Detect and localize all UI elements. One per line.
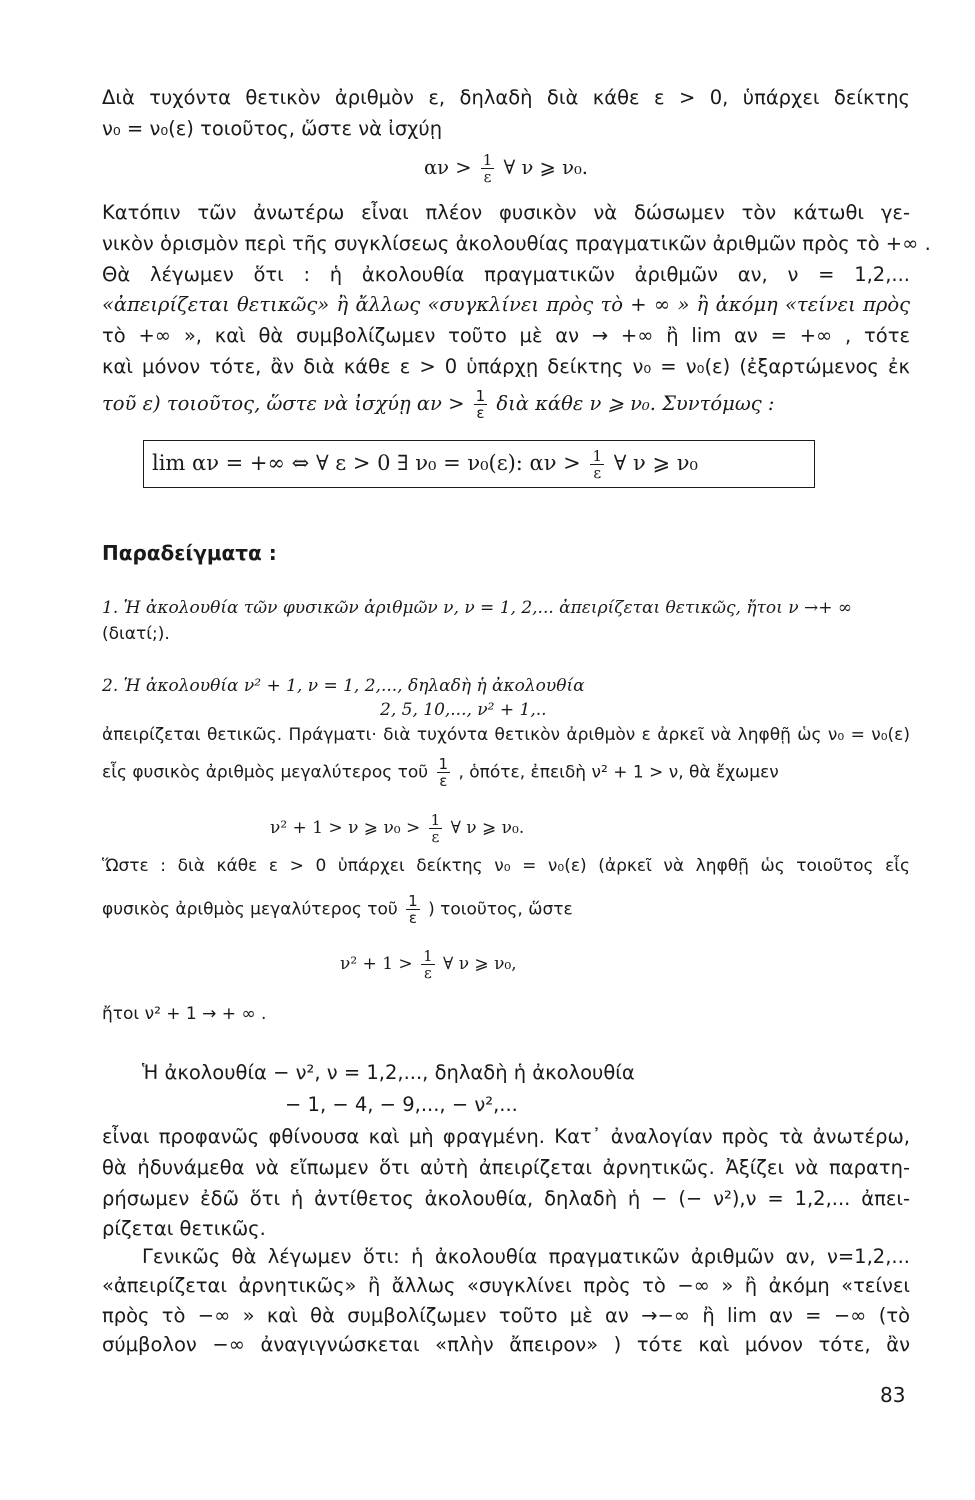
fraction-numerator: 1 xyxy=(408,892,418,910)
text-line: ν₀ = ν₀(ε) τοιοῦτος, ὥστε νὰ ἰσχύῃ xyxy=(102,117,443,140)
text-fragment: ) τοιοῦτος, ὥστε xyxy=(428,899,573,920)
math-line xyxy=(270,812,770,845)
fraction-denominator: ε xyxy=(423,964,432,982)
text-line xyxy=(102,388,910,421)
fraction-denominator: ε xyxy=(593,464,602,482)
example-line: (διατί;). xyxy=(102,624,170,644)
text-line: πρὸς τὸ −∞ » καὶ θὰ συμβολίζωμεν τοῦτο μὲ αν →−∞ ἢ lim αν = −∞ (τὸ xyxy=(102,1304,910,1327)
math-expression: ν² + 1 > ν ⩾ ν₀ > xyxy=(270,818,421,838)
text-line: ρίζεται θετικῶς. xyxy=(102,1217,266,1240)
text-line: «ἀπειρίζεται θετικῶς» ἢ ἄλλως «συγκλίνει πρὸς τὸ + ∞ » ἢ ἀκόμη «τείνει πρὸς xyxy=(102,293,910,316)
example-line: 2, 5, 10,..., ν² + 1,.. xyxy=(380,700,547,720)
fraction xyxy=(406,893,420,926)
math-expression: ∀ ν ⩾ ν₀ xyxy=(613,451,698,475)
fraction-denominator: ε xyxy=(439,772,448,790)
fraction-denominator: ε xyxy=(408,909,417,927)
fraction-numerator: 1 xyxy=(592,447,603,465)
fraction-numerator: 1 xyxy=(482,151,493,169)
text-fragment: τοῦ ε) τοιοῦτος, ὥστε νὰ ἰσχύῃ αν > xyxy=(102,392,465,415)
text-line: εἶναι προφανῶς φθίνουσα καὶ μὴ φραγμένη. Κατ᾽ ἀναλογίαν πρὸς τὰ ἀνωτέρω, xyxy=(102,1125,910,1148)
example-line: Ὥστε : διὰ κάθε ε > 0 ὑπάρχει δείκτης ν₀ = ν₀(ε) (ἀρκεῖ νὰ ληφθῇ ὡς τοιοῦτος εἷς xyxy=(102,856,910,876)
fraction xyxy=(590,448,604,481)
fraction-numerator: 1 xyxy=(475,387,486,405)
section-heading: Παραδείγματα : xyxy=(102,541,277,565)
example-line xyxy=(102,756,910,789)
math-expression: ∀ ν ⩾ ν₀, xyxy=(443,954,517,974)
math-expression: lim αν = +∞ ⇔ ∀ ε > 0 ∃ ν₀ = ν₀(ε): αν > xyxy=(152,451,581,475)
definition-formula xyxy=(152,446,802,481)
text-line: θὰ ἠδυνάμεθα νὰ εἴπωμεν ὅτι αὐτὴ ἀπειρίζεται ἀρνητικῶς. Ἀξίζει νὰ παρατη- xyxy=(102,1156,910,1179)
math-line xyxy=(102,152,910,185)
math-expression: αν > xyxy=(424,156,472,179)
fraction-denominator: ε xyxy=(483,168,492,186)
math-expression: ν² + 1 > xyxy=(340,954,413,974)
fraction xyxy=(474,388,488,421)
math-expression: ∀ ν ⩾ ν₀. xyxy=(450,818,525,838)
example-line: 2. Ἡ ἀκολουθία ν² + 1, ν = 1, 2,..., δηλαδὴ ἡ ἀκολουθία xyxy=(102,676,585,696)
text-fragment: διὰ κάθε ν ⩾ ν₀. Συντόμως : xyxy=(496,392,775,415)
text-line: νικὸν ὁρισμὸν περὶ τῆς συγκλίσεως ἀκολουθίας πραγματικῶν ἀριθμῶν πρὸς τὸ +∞ . xyxy=(102,232,931,255)
fraction xyxy=(481,152,495,185)
text-line: Ἡ ἀκολουθία − ν², ν = 1,2,..., δηλαδὴ ἡ ἀκολουθία xyxy=(142,1061,635,1084)
fraction-numerator: 1 xyxy=(430,811,441,829)
text-fragment: φυσικὸς ἀριθμὸς μεγαλύτερος τοῦ xyxy=(102,899,398,920)
text-line: «ἀπειρίζεται ἀρνητικῶς» ἢ ἄλλως «συγκλίνει πρὸς τὸ −∞ » ἢ ἀκόμη «τείνει xyxy=(102,1274,910,1297)
text-line: Θὰ λέγωμεν ὅτι : ἡ ἀκολουθία πραγματικῶν ἀριθμῶν αν, ν = 1,2,... xyxy=(102,263,910,286)
fraction xyxy=(429,812,443,845)
text-line: Γενικῶς θὰ λέγωμεν ὅτι: ἡ ἀκολουθία πραγματικῶν ἀριθμῶν αν, ν=1,2,... xyxy=(142,1245,910,1268)
fraction-denominator: ε xyxy=(476,404,485,422)
fraction xyxy=(421,948,435,981)
example-line: ἤτοι ν² + 1 → + ∞ . xyxy=(102,1004,267,1024)
math-line xyxy=(340,948,740,981)
fraction-numerator: 1 xyxy=(423,947,433,965)
fraction xyxy=(437,756,451,789)
text-line: τὸ +∞ », καὶ θὰ συμβολίζωμεν τοῦτο μὲ αν → +∞ ἢ lim αν = +∞ , τότε xyxy=(102,324,910,347)
example-line: ἀπειρίζεται θετικῶς. Πράγματι· διὰ τυχόντα θετικὸν ἀριθμὸν ε ἀρκεῖ νὰ ληφθῇ ὡς ν₀ = ν₀(ε) xyxy=(102,725,910,745)
page-number: 83 xyxy=(880,1383,906,1407)
text-fragment: , ὁπότε, ἐπειδὴ ν² + 1 > ν, θὰ ἔχωμεν xyxy=(458,762,779,783)
text-fragment: εἷς φυσικὸς ἀριθμὸς μεγαλύτερος τοῦ xyxy=(102,762,429,783)
fraction-numerator: 1 xyxy=(438,755,449,773)
text-line: Διὰ τυχόντα θετικὸν ἀριθμὸν ε, δηλαδὴ διὰ κάθε ε > 0, ὑπάρχει δείκτης xyxy=(102,86,910,109)
text-line: σύμβολον −∞ ἀναγιγνώσκεται «πλὴν ἄπειρον» ) τότε καὶ μόνον τότε, ἂν xyxy=(102,1333,910,1356)
text-line: ρήσωμεν ἐδῶ ὅτι ἡ ἀντίθετος ἀκολουθία, δηλαδὴ ἡ − (− ν²),ν = 1,2,... ἀπει- xyxy=(102,1187,910,1210)
text-line: Κατόπιν τῶν ἀνωτέρω εἶναι πλέον φυσικὸν νὰ δώσωμεν τὸν κάτωθι γε- xyxy=(102,201,910,224)
math-expression: ∀ ν ⩾ ν₀. xyxy=(503,156,588,179)
fraction-denominator: ε xyxy=(431,828,440,846)
text-line: − 1, − 4, − 9,..., − ν²,... xyxy=(285,1093,518,1116)
example-line xyxy=(102,893,910,926)
text-line: καὶ μόνον τότε, ἂν διὰ κάθε ε > 0 ὑπάρχῃ δείκτης ν₀ = ν₀(ε) (ἐξαρτώμενος ἐκ xyxy=(102,355,910,378)
example-line: 1. Ἡ ἀκολουθία τῶν φυσικῶν ἀριθμῶν ν, ν = 1, 2,... ἀπειρίζεται θετικῶς, ἤτοι ν →+ ∞ xyxy=(102,598,853,618)
